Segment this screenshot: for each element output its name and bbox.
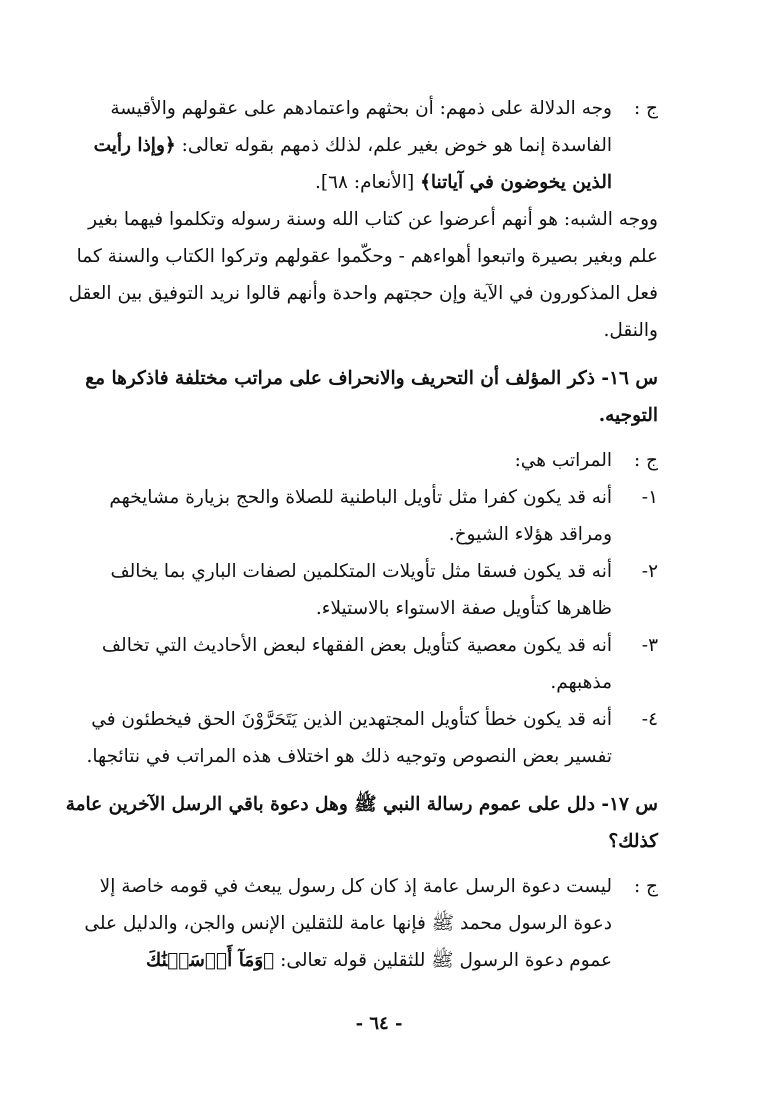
question-heading — [64, 360, 658, 434]
body-text: أنه قد يكون معصية كتأويل بعض الفقهاء لبعض الأحاديث التي تخالف مذهبهم. — [101, 635, 612, 693]
list-item — [64, 627, 658, 701]
quran-verse: ﴿وَمَآ أَرۡسَلۡنَٰكَ — [146, 950, 275, 971]
page-body — [64, 90, 658, 979]
quran-verse: ﴿وإذا رأيت الذين يخوضون في آياتنا﴾ — [93, 135, 612, 193]
answer-paragraph — [64, 90, 658, 201]
list-item — [64, 701, 658, 775]
body-text: أنه قد يكون كفرا مثل تأويل الباطنية للصلاة والحج بزيارة مشايخهم ومراقد هؤلاء الشيوخ. — [109, 487, 612, 545]
list-item-number: ٢- — [641, 561, 658, 582]
body-text: وجه الدلالة على ذمهم: أن بحثهم واعتمادهم على عقولهم والأقيسة الفاسدة إنما هو خوض بغير علم، لذلك ذمهم بقوله تعالى: — [110, 98, 612, 156]
list-item-number: ١- — [641, 487, 658, 508]
question-heading — [64, 786, 658, 860]
question-text: دلل على عموم رسالة النبي ﷺ وهل دعوة باقي الرسل الآخرين عامة كذلك؟ — [65, 794, 658, 852]
page-number: - ٦٤ - — [355, 1013, 403, 1034]
list-item — [64, 479, 658, 553]
body-text: أنه قد يكون خطأ كتأويل المجتهدين الذين يَتَحَرَّوْنَ الحق فيخطئون في تفسير بعض النصوص وتوجيه ذلك هو اختلاف هذه المراتب في نتائجها. — [86, 709, 612, 767]
body-text: [الأنعام: ٦٨]. — [315, 172, 421, 193]
body-text: ليست دعوة الرسل عامة إذ كان كل رسول يبعث في قومه خاصة إلا دعوة الرسول محمد ﷺ فإنها عامة للثقلين الإنس والجن، والدليل على عموم دعوة الرسول ﷺ للثقلين قوله تعالى: — [84, 876, 612, 971]
body-text: ووجه الشبه: هو أنهم أعرضوا عن كتاب الله وسنة رسوله وتكلموا فيهما بغير علم وبغير بصيرة واتبعوا أهواءهم - وحكّموا عقولهم وتركوا الكتاب والسنة كما فعل المذكورون في الآية وإن حجتهم واحدة وأنهم قالوا نريد التوفيق بين العقل والنقل. — [68, 209, 658, 341]
body-text: أنه قد يكون فسقا مثل تأويلات المتكلمين لصفات الباري بما يخالف ظاهرها كتأويل صفة الاستواء بالاستيلاء. — [110, 561, 612, 619]
answer-marker: ج : — [633, 98, 658, 119]
answer-marker: ج : — [633, 876, 658, 897]
question-text: ذكر المؤلف أن التحريف والانحراف على مراتب مختلفة فاذكرها مع التوجيه. — [85, 368, 658, 426]
question-number: س ١٦- — [601, 368, 658, 389]
body-text: المراتب هي: — [514, 450, 612, 471]
list-item-number: ٤- — [641, 709, 658, 730]
answer-paragraph — [64, 868, 658, 979]
paragraph — [64, 201, 658, 349]
answer-paragraph — [64, 442, 658, 479]
list-item — [64, 553, 658, 627]
list-item-number: ٣- — [641, 635, 658, 656]
answer-marker: ج : — [633, 450, 658, 471]
question-number: س ١٧- — [601, 794, 658, 815]
